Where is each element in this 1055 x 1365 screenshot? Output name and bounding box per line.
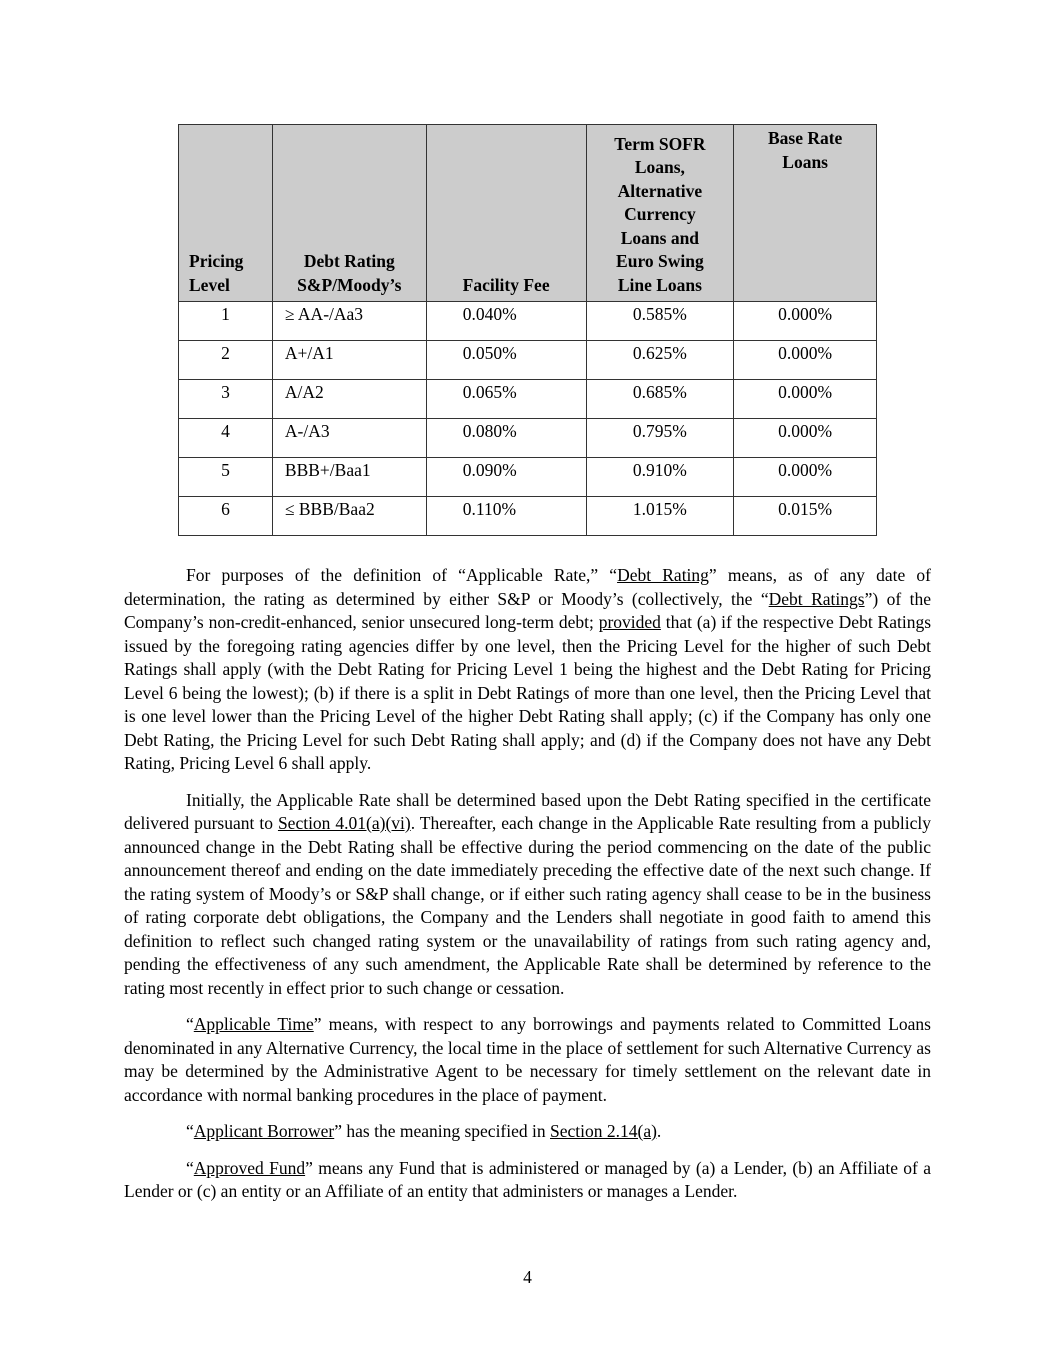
table-row: [179, 302, 877, 341]
section-reference-link[interactable]: Section 4.01(a)(vi): [277, 813, 411, 833]
cell-sofr: 0.795%: [586, 419, 734, 458]
term-approved-fund: Approved Fund: [193, 1157, 306, 1178]
page-number: 4: [523, 1267, 532, 1287]
paragraph-initial-rate: Initially, the Applicable Rate shall be determined based upon the Debt Rating specified in the certificate delivered pursuant to Section 4.01(a)(vi). Thereafter, each change in the Applicable Rate resulting from a publicly announced change in the Debt Rating shall be effective during the period commencing on the date of the public announcement thereof and ending on the date immediately preceding the effective date of the next such change. If the rating system of Moody’s or S&P shall change, or if either such rating agency shall cease to be in the business of rating corporate debt obligations, the Company and the Lenders shall negotiate in good faith to amend this definition to reflect such changed rating system or the unavailability of ratings from such rating agency and, pending the effectiveness of any such amendment, the Applicable Rate shall be determined by reference to the rating most recently in effect prior to such change or cessation.: [124, 789, 931, 998]
header-pricing-level: Pricing Level: [179, 125, 273, 302]
term-provided: provided: [598, 612, 661, 632]
paragraph-applicant-borrower: “Applicant Borrower” has the meaning specified in Section 2.14(a).: [186, 1121, 662, 1141]
cell-level: 2: [179, 341, 273, 380]
section-reference-link[interactable]: Section 2.14(a): [550, 1121, 657, 1141]
cell-base-rate: 0.000%: [734, 341, 877, 380]
cell-level: 3: [179, 380, 273, 419]
paragraph-approved-fund: “Approved Fund” means any Fund that is administered or managed by (a) a Lender, (b) an Affiliate of a Lender or (c) an entity or an Affiliate of an entity that administers or manages a Lender.: [124, 1157, 932, 1201]
table-row: [179, 341, 877, 380]
table-row: [179, 419, 877, 458]
body-text: [124, 564, 931, 1217]
cell-sofr: 1.015%: [586, 497, 734, 536]
cell-level: 6: [179, 497, 273, 536]
cell-rating: A/A2: [272, 380, 426, 419]
cell-facility-fee: 0.065%: [426, 380, 586, 419]
cell-base-rate: 0.000%: [734, 458, 877, 497]
header-term-sofr-loans: Term SOFR Loans, Alternative Currency Loans and Euro Swing Line Loans: [586, 125, 734, 302]
cell-level: 4: [179, 419, 273, 458]
cell-rating: ≥ AA-/Aa3: [272, 302, 426, 341]
header-base-rate-loans: Base Rate Loans: [734, 125, 877, 302]
term-applicable-time: Applicable Time: [193, 1014, 314, 1034]
header-facility-fee: Facility Fee: [426, 125, 586, 302]
cell-facility-fee: 0.110%: [426, 497, 586, 536]
table-header-row: [179, 125, 877, 302]
cell-rating: ≤ BBB/Baa2: [272, 497, 426, 536]
term-debt-rating: Debt Rating: [617, 565, 709, 585]
pricing-table: [178, 124, 877, 536]
cell-sofr: 0.585%: [586, 302, 734, 341]
cell-sofr: 0.910%: [586, 458, 734, 497]
cell-rating: A-/A3: [272, 419, 426, 458]
cell-level: 5: [179, 458, 273, 497]
header-debt-rating: Debt Rating S&P/Moody’s: [272, 125, 426, 302]
table-row: [179, 380, 877, 419]
cell-facility-fee: 0.090%: [426, 458, 586, 497]
table-row: [179, 497, 877, 536]
cell-facility-fee: 0.050%: [426, 341, 586, 380]
table-row: [179, 458, 877, 497]
cell-facility-fee: 0.040%: [426, 302, 586, 341]
cell-rating: BBB+/Baa1: [272, 458, 426, 497]
cell-base-rate: 0.015%: [734, 497, 877, 536]
cell-sofr: 0.685%: [586, 380, 734, 419]
cell-base-rate: 0.000%: [734, 380, 877, 419]
cell-sofr: 0.625%: [586, 341, 734, 380]
cell-rating: A+/A1: [272, 341, 426, 380]
cell-base-rate: 0.000%: [734, 302, 877, 341]
cell-base-rate: 0.000%: [734, 419, 877, 458]
term-debt-ratings: Debt Ratings: [768, 588, 865, 609]
paragraph-debt-rating: For purposes of the definition of “Applicable Rate,” “Debt Rating” means, as of any date of determination, the rating as determined by either S&P or Moody’s (collectively, the “Debt Ratings”) of the Company’s non-credit-enhanced, senior unsecured long-term debt; provided that (a) if the respective Debt Ratings issued by the foregoing rating agencies differ by one level, then the Pricing Level for the higher of such Debt Ratings shall apply (with the Debt Rating for Pricing Level 1 being the highest and the Debt Rating for Pricing Level 6 being the lowest); (b) if there is a split in Debt Ratings of more than one level, then the Pricing Level that is one level lower than the Pricing Level of the higher Debt Rating shall apply; (c) if the Company has only one Debt Rating, the Pricing Level for such Debt Rating shall apply; and (d) if the Company does not have any Debt Rating, Pricing Level 6 shall apply.: [124, 565, 932, 773]
paragraph-applicable-time: “Applicable Time” means, with respect to any borrowings and payments related to Committed Loans denominated in any Alternative Currency, the local time in the place of settlement for such Alternative Currency as may be determined by the Administrative Agent to be necessary for timely settlement on the relevant date in accordance with normal banking procedures in the place of payment.: [124, 1014, 931, 1105]
term-applicant-borrower: Applicant Borrower: [193, 1121, 335, 1141]
cell-facility-fee: 0.080%: [426, 419, 586, 458]
cell-level: 1: [179, 302, 273, 341]
